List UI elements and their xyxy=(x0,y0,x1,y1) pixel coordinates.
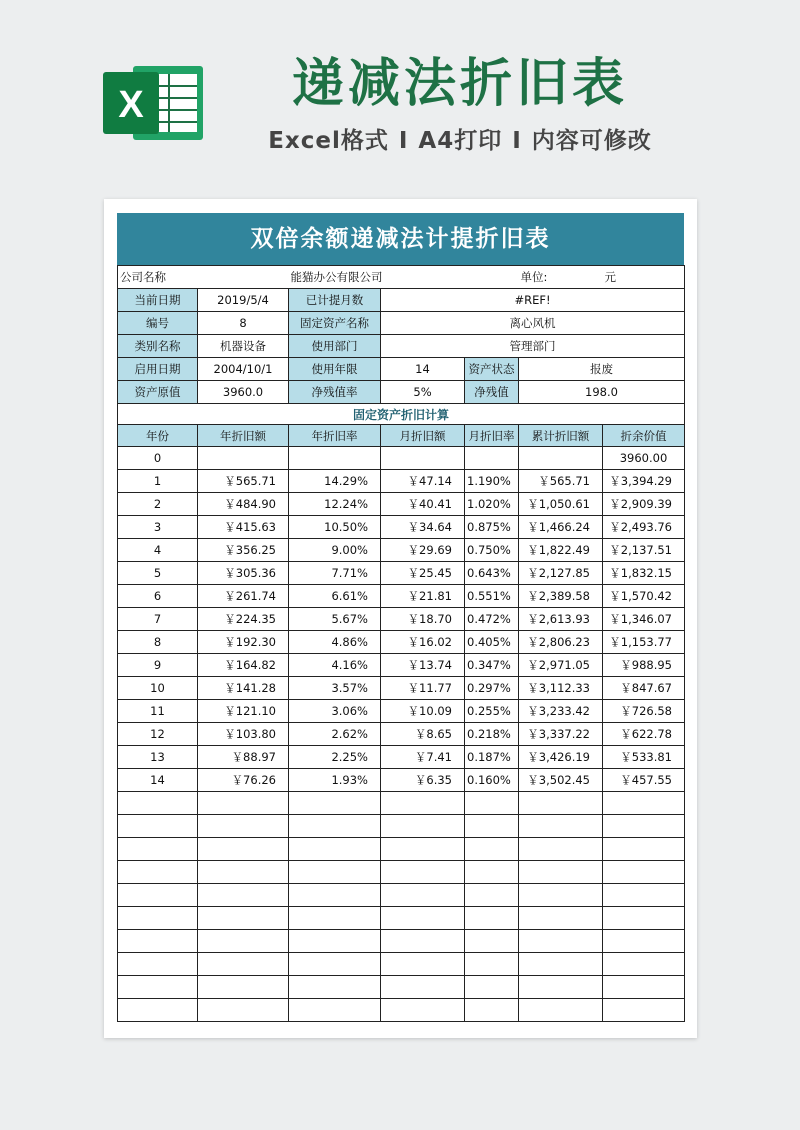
table-cell[interactable]: ￥2,389.58 xyxy=(519,585,603,608)
table-cell[interactable]: ￥533.81 xyxy=(603,746,685,769)
table-cell[interactable]: 0.187% xyxy=(465,746,519,769)
empty-cell[interactable] xyxy=(603,999,685,1022)
empty-cell[interactable] xyxy=(381,907,465,930)
paper-sheet xyxy=(104,199,697,1038)
empty-cell[interactable] xyxy=(381,861,465,884)
salvage-value-label: 净残值 xyxy=(465,381,519,404)
start-date-value[interactable]: 2004/10/1 xyxy=(198,358,289,381)
table-cell[interactable]: 11 xyxy=(118,700,198,723)
table-cell[interactable]: 12.24% xyxy=(289,493,381,516)
table-cell[interactable]: 3.06% xyxy=(289,700,381,723)
table-cell[interactable]: ￥305.36 xyxy=(198,562,289,585)
empty-cell[interactable] xyxy=(118,976,198,999)
table-cell[interactable]: ￥261.74 xyxy=(198,585,289,608)
company-label: 公司名称 xyxy=(118,266,289,289)
empty-cell[interactable] xyxy=(465,861,519,884)
asset-name-value[interactable]: 离心风机 xyxy=(381,312,685,335)
table-cell[interactable]: ￥1,570.42 xyxy=(603,585,685,608)
table-row xyxy=(118,493,685,516)
table-cell[interactable]: ￥988.95 xyxy=(603,654,685,677)
table-cell[interactable]: ￥1,832.15 xyxy=(603,562,685,585)
empty-cell[interactable] xyxy=(603,815,685,838)
table-cell[interactable]: 14 xyxy=(118,769,198,792)
table-cell[interactable]: ￥2,493.76 xyxy=(603,516,685,539)
empty-cell[interactable] xyxy=(465,815,519,838)
empty-row xyxy=(118,884,685,907)
table-cell[interactable]: ￥18.70 xyxy=(381,608,465,631)
table-cell[interactable]: ￥34.64 xyxy=(381,516,465,539)
table-cell[interactable]: ￥1,466.24 xyxy=(519,516,603,539)
empty-row xyxy=(118,838,685,861)
table-cell[interactable]: ￥2,971.05 xyxy=(519,654,603,677)
info-row xyxy=(118,335,685,358)
table-cell[interactable]: ￥565.71 xyxy=(198,470,289,493)
depreciation-rows xyxy=(118,447,685,1022)
empty-cell[interactable] xyxy=(381,930,465,953)
table-cell[interactable]: ￥726.58 xyxy=(603,700,685,723)
table-cell[interactable]: 4.16% xyxy=(289,654,381,677)
table-cell[interactable]: ￥565.71 xyxy=(519,470,603,493)
table-cell[interactable]: 0.472% xyxy=(465,608,519,631)
table-cell[interactable]: ￥25.45 xyxy=(381,562,465,585)
spreadsheet xyxy=(117,213,684,1022)
empty-cell[interactable] xyxy=(289,861,381,884)
table-cell[interactable]: 1.190% xyxy=(465,470,519,493)
empty-cell[interactable] xyxy=(381,999,465,1022)
table-row xyxy=(118,608,685,631)
salvage-rate-value[interactable]: 5% xyxy=(381,381,465,404)
empty-cell[interactable] xyxy=(198,953,289,976)
table-cell[interactable]: 6.61% xyxy=(289,585,381,608)
table-cell[interactable]: 1 xyxy=(118,470,198,493)
empty-cell[interactable] xyxy=(381,838,465,861)
empty-row xyxy=(118,930,685,953)
current-date-value[interactable]: 2019/5/4 xyxy=(198,289,289,312)
table-cell[interactable]: ￥21.81 xyxy=(381,585,465,608)
empty-cell[interactable] xyxy=(118,907,198,930)
empty-cell[interactable] xyxy=(118,930,198,953)
table-row xyxy=(118,516,685,539)
table-row xyxy=(118,654,685,677)
empty-cell[interactable] xyxy=(465,907,519,930)
table-cell[interactable]: 0.643% xyxy=(465,562,519,585)
empty-cell[interactable] xyxy=(519,861,603,884)
empty-cell[interactable] xyxy=(519,930,603,953)
table-row xyxy=(118,631,685,654)
section-title: 固定资产折旧计算 xyxy=(118,404,685,425)
table-cell[interactable]: ￥3,426.19 xyxy=(519,746,603,769)
number-value[interactable]: 8 xyxy=(198,312,289,335)
table-cell[interactable]: ￥1,346.07 xyxy=(603,608,685,631)
empty-cell[interactable] xyxy=(603,976,685,999)
company-row xyxy=(118,266,685,289)
empty-cell[interactable] xyxy=(465,976,519,999)
empty-cell[interactable] xyxy=(118,838,198,861)
table-cell[interactable]: ￥484.90 xyxy=(198,493,289,516)
table-cell[interactable]: 2 xyxy=(118,493,198,516)
empty-row xyxy=(118,792,685,815)
table-cell[interactable]: 1.93% xyxy=(289,769,381,792)
table-cell[interactable]: 2.25% xyxy=(289,746,381,769)
table-cell[interactable]: 8 xyxy=(118,631,198,654)
logo-letter: X xyxy=(118,84,144,126)
empty-cell[interactable] xyxy=(289,884,381,907)
table-cell[interactable]: ￥164.82 xyxy=(198,654,289,677)
empty-cell[interactable] xyxy=(519,792,603,815)
table-row xyxy=(118,700,685,723)
table-cell[interactable]: ￥2,127.85 xyxy=(519,562,603,585)
table-cell[interactable]: ￥2,137.51 xyxy=(603,539,685,562)
empty-cell[interactable] xyxy=(519,953,603,976)
info-row xyxy=(118,289,685,312)
category-label: 类别名称 xyxy=(118,335,198,358)
table-row xyxy=(118,562,685,585)
empty-cell[interactable] xyxy=(118,792,198,815)
empty-cell[interactable] xyxy=(289,838,381,861)
info-row xyxy=(118,312,685,335)
table-cell[interactable]: ￥47.14 xyxy=(381,470,465,493)
salvage-rate-label: 净残值率 xyxy=(289,381,381,404)
original-value-label: 资产原值 xyxy=(118,381,198,404)
empty-cell[interactable] xyxy=(198,792,289,815)
empty-cell[interactable] xyxy=(603,861,685,884)
table-row xyxy=(118,585,685,608)
table-cell[interactable] xyxy=(381,447,465,470)
useful-life-value[interactable]: 14 xyxy=(381,358,465,381)
table-cell[interactable]: ￥16.02 xyxy=(381,631,465,654)
empty-cell[interactable] xyxy=(198,976,289,999)
number-label: 编号 xyxy=(118,312,198,335)
empty-cell[interactable] xyxy=(381,884,465,907)
empty-cell[interactable] xyxy=(289,815,381,838)
table-cell[interactable]: ￥88.97 xyxy=(198,746,289,769)
empty-row xyxy=(118,976,685,999)
table-cell[interactable]: ￥76.26 xyxy=(198,769,289,792)
banner-subtitle xyxy=(240,124,680,158)
table-row xyxy=(118,447,685,470)
table-cell[interactable]: 13 xyxy=(118,746,198,769)
column-header: 累计折旧额 xyxy=(519,425,603,447)
table-cell[interactable]: ￥7.41 xyxy=(381,746,465,769)
subtitle-print: A4打印 xyxy=(418,128,503,154)
table-cell[interactable]: 0 xyxy=(118,447,198,470)
original-value-value[interactable]: 3960.0 xyxy=(198,381,289,404)
table-cell[interactable]: 3 xyxy=(118,516,198,539)
table-cell[interactable]: 6 xyxy=(118,585,198,608)
empty-cell[interactable] xyxy=(198,815,289,838)
subtitle-separator: I xyxy=(398,128,409,154)
table-cell[interactable]: ￥847.67 xyxy=(603,677,685,700)
empty-cell[interactable] xyxy=(519,884,603,907)
sheet-title: 双倍余额递减法计提折旧表 xyxy=(117,213,684,265)
table-cell[interactable]: ￥3,337.22 xyxy=(519,723,603,746)
start-date-label: 启用日期 xyxy=(118,358,198,381)
empty-cell[interactable] xyxy=(381,976,465,999)
table-row xyxy=(118,539,685,562)
empty-cell[interactable] xyxy=(118,884,198,907)
table-row xyxy=(118,677,685,700)
empty-cell[interactable] xyxy=(381,815,465,838)
useful-life-label: 使用年限 xyxy=(289,358,381,381)
table-cell[interactable]: 0.255% xyxy=(465,700,519,723)
table-cell[interactable]: ￥29.69 xyxy=(381,539,465,562)
table-cell[interactable]: ￥2,909.39 xyxy=(603,493,685,516)
info-row xyxy=(118,358,685,381)
empty-cell[interactable] xyxy=(289,792,381,815)
table-cell[interactable]: ￥356.25 xyxy=(198,539,289,562)
subtitle-separator: I xyxy=(512,128,522,154)
empty-cell[interactable] xyxy=(289,953,381,976)
table-cell[interactable]: 1.020% xyxy=(465,493,519,516)
table-row xyxy=(118,769,685,792)
empty-cell[interactable] xyxy=(289,976,381,999)
months-accrued-label: 已计提月数 xyxy=(289,289,381,312)
table-cell[interactable]: ￥1,050.61 xyxy=(519,493,603,516)
empty-cell[interactable] xyxy=(519,999,603,1022)
empty-cell[interactable] xyxy=(198,884,289,907)
empty-cell[interactable] xyxy=(603,953,685,976)
info-row xyxy=(118,381,685,404)
excel-logo-icon xyxy=(103,62,207,144)
empty-cell[interactable] xyxy=(603,792,685,815)
table-cell[interactable]: ￥622.78 xyxy=(603,723,685,746)
table-cell[interactable]: ￥2,613.93 xyxy=(519,608,603,631)
empty-cell[interactable] xyxy=(381,953,465,976)
empty-cell[interactable] xyxy=(118,815,198,838)
subtitle-format: Excel格式 xyxy=(268,128,389,154)
empty-cell[interactable] xyxy=(289,999,381,1022)
table-cell[interactable] xyxy=(465,447,519,470)
empty-cell[interactable] xyxy=(519,976,603,999)
empty-cell[interactable] xyxy=(603,907,685,930)
table-cell[interactable]: 4.86% xyxy=(289,631,381,654)
subtitle-editable: 内容可修改 xyxy=(531,128,652,154)
empty-cell[interactable] xyxy=(465,838,519,861)
table-cell[interactable]: 0.160% xyxy=(465,769,519,792)
asset-status-value[interactable]: 报废 xyxy=(519,358,685,381)
table-row xyxy=(118,470,685,493)
table-cell[interactable]: ￥141.28 xyxy=(198,677,289,700)
table-cell[interactable]: ￥224.35 xyxy=(198,608,289,631)
column-header-row xyxy=(118,425,685,447)
table-cell[interactable]: 10.50% xyxy=(289,516,381,539)
table-cell[interactable]: ￥121.10 xyxy=(198,700,289,723)
empty-cell[interactable] xyxy=(603,884,685,907)
column-header: 月折旧率 xyxy=(465,425,519,447)
table-cell[interactable]: 9.00% xyxy=(289,539,381,562)
asset-info-table xyxy=(117,265,685,1022)
column-header: 月折旧额 xyxy=(381,425,465,447)
banner-title: 递减法折旧表 xyxy=(291,54,628,114)
empty-row xyxy=(118,861,685,884)
table-cell[interactable]: ￥6.35 xyxy=(381,769,465,792)
empty-row xyxy=(118,999,685,1022)
table-cell[interactable]: 5 xyxy=(118,562,198,585)
column-header: 年份 xyxy=(118,425,198,447)
department-label: 使用部门 xyxy=(289,335,381,358)
empty-cell[interactable] xyxy=(289,930,381,953)
table-cell[interactable]: 0.218% xyxy=(465,723,519,746)
asset-name-label: 固定资产名称 xyxy=(289,312,381,335)
empty-cell[interactable] xyxy=(519,838,603,861)
table-cell[interactable]: ￥3,112.33 xyxy=(519,677,603,700)
column-header: 折余价值 xyxy=(603,425,685,447)
table-cell[interactable]: ￥457.55 xyxy=(603,769,685,792)
empty-cell[interactable] xyxy=(465,792,519,815)
section-title-row xyxy=(118,404,685,425)
asset-status-label: 资产状态 xyxy=(465,358,519,381)
table-cell[interactable]: ￥415.63 xyxy=(198,516,289,539)
empty-cell[interactable] xyxy=(198,907,289,930)
table-cell[interactable] xyxy=(289,447,381,470)
table-cell[interactable]: 3960.00 xyxy=(603,447,685,470)
table-cell[interactable]: 0.875% xyxy=(465,516,519,539)
table-cell[interactable]: ￥13.74 xyxy=(381,654,465,677)
empty-cell[interactable] xyxy=(381,792,465,815)
table-cell[interactable]: 7.71% xyxy=(289,562,381,585)
table-cell[interactable]: 0.297% xyxy=(465,677,519,700)
table-cell[interactable]: ￥3,502.45 xyxy=(519,769,603,792)
current-date-label: 当前日期 xyxy=(118,289,198,312)
empty-cell[interactable] xyxy=(519,907,603,930)
table-row xyxy=(118,723,685,746)
table-cell[interactable]: 0.750% xyxy=(465,539,519,562)
empty-cell[interactable] xyxy=(603,930,685,953)
table-cell[interactable]: 0.551% xyxy=(465,585,519,608)
table-cell[interactable]: ￥1,822.49 xyxy=(519,539,603,562)
empty-row xyxy=(118,953,685,976)
empty-cell[interactable] xyxy=(465,999,519,1022)
table-cell[interactable]: 5.67% xyxy=(289,608,381,631)
table-cell[interactable]: ￥2,806.23 xyxy=(519,631,603,654)
empty-cell[interactable] xyxy=(519,815,603,838)
table-cell[interactable]: ￥192.30 xyxy=(198,631,289,654)
empty-cell[interactable] xyxy=(465,930,519,953)
company-value[interactable]: 能猫办公有限公司 xyxy=(289,266,465,289)
table-cell[interactable] xyxy=(198,447,289,470)
unit-label: 单位: xyxy=(519,266,603,289)
table-cell[interactable]: 2.62% xyxy=(289,723,381,746)
table-row xyxy=(118,746,685,769)
empty-cell[interactable] xyxy=(198,930,289,953)
months-accrued-value[interactable]: #REF! xyxy=(381,289,685,312)
table-cell[interactable]: 7 xyxy=(118,608,198,631)
empty-cell[interactable] xyxy=(118,861,198,884)
salvage-value-value[interactable]: 198.0 xyxy=(519,381,685,404)
table-cell[interactable]: 3.57% xyxy=(289,677,381,700)
table-cell[interactable] xyxy=(519,447,603,470)
empty-cell[interactable] xyxy=(198,861,289,884)
table-cell[interactable]: ￥3,394.29 xyxy=(603,470,685,493)
empty-cell[interactable] xyxy=(465,953,519,976)
empty-cell[interactable] xyxy=(198,838,289,861)
column-header: 年折旧额 xyxy=(198,425,289,447)
empty-cell[interactable] xyxy=(118,953,198,976)
table-cell[interactable]: ￥3,233.42 xyxy=(519,700,603,723)
table-cell[interactable]: ￥8.65 xyxy=(381,723,465,746)
empty-row xyxy=(118,907,685,930)
category-value[interactable]: 机器设备 xyxy=(198,335,289,358)
empty-cell[interactable] xyxy=(465,884,519,907)
empty-row xyxy=(118,815,685,838)
empty-cell[interactable] xyxy=(118,999,198,1022)
table-cell[interactable]: 9 xyxy=(118,654,198,677)
table-cell[interactable]: ￥10.09 xyxy=(381,700,465,723)
table-cell[interactable]: 14.29% xyxy=(289,470,381,493)
table-cell[interactable]: ￥40.41 xyxy=(381,493,465,516)
table-cell[interactable]: ￥103.80 xyxy=(198,723,289,746)
table-cell[interactable]: 10 xyxy=(118,677,198,700)
empty-cell[interactable] xyxy=(289,907,381,930)
department-value[interactable]: 管理部门 xyxy=(381,335,685,358)
table-cell[interactable]: 4 xyxy=(118,539,198,562)
unit-value[interactable]: 元 xyxy=(603,266,685,289)
table-cell[interactable]: 0.347% xyxy=(465,654,519,677)
empty-cell[interactable] xyxy=(198,999,289,1022)
table-cell[interactable]: 0.405% xyxy=(465,631,519,654)
column-header: 年折旧率 xyxy=(289,425,381,447)
table-cell[interactable]: 12 xyxy=(118,723,198,746)
table-cell[interactable]: ￥11.77 xyxy=(381,677,465,700)
empty-cell[interactable] xyxy=(603,838,685,861)
table-cell[interactable]: ￥1,153.77 xyxy=(603,631,685,654)
